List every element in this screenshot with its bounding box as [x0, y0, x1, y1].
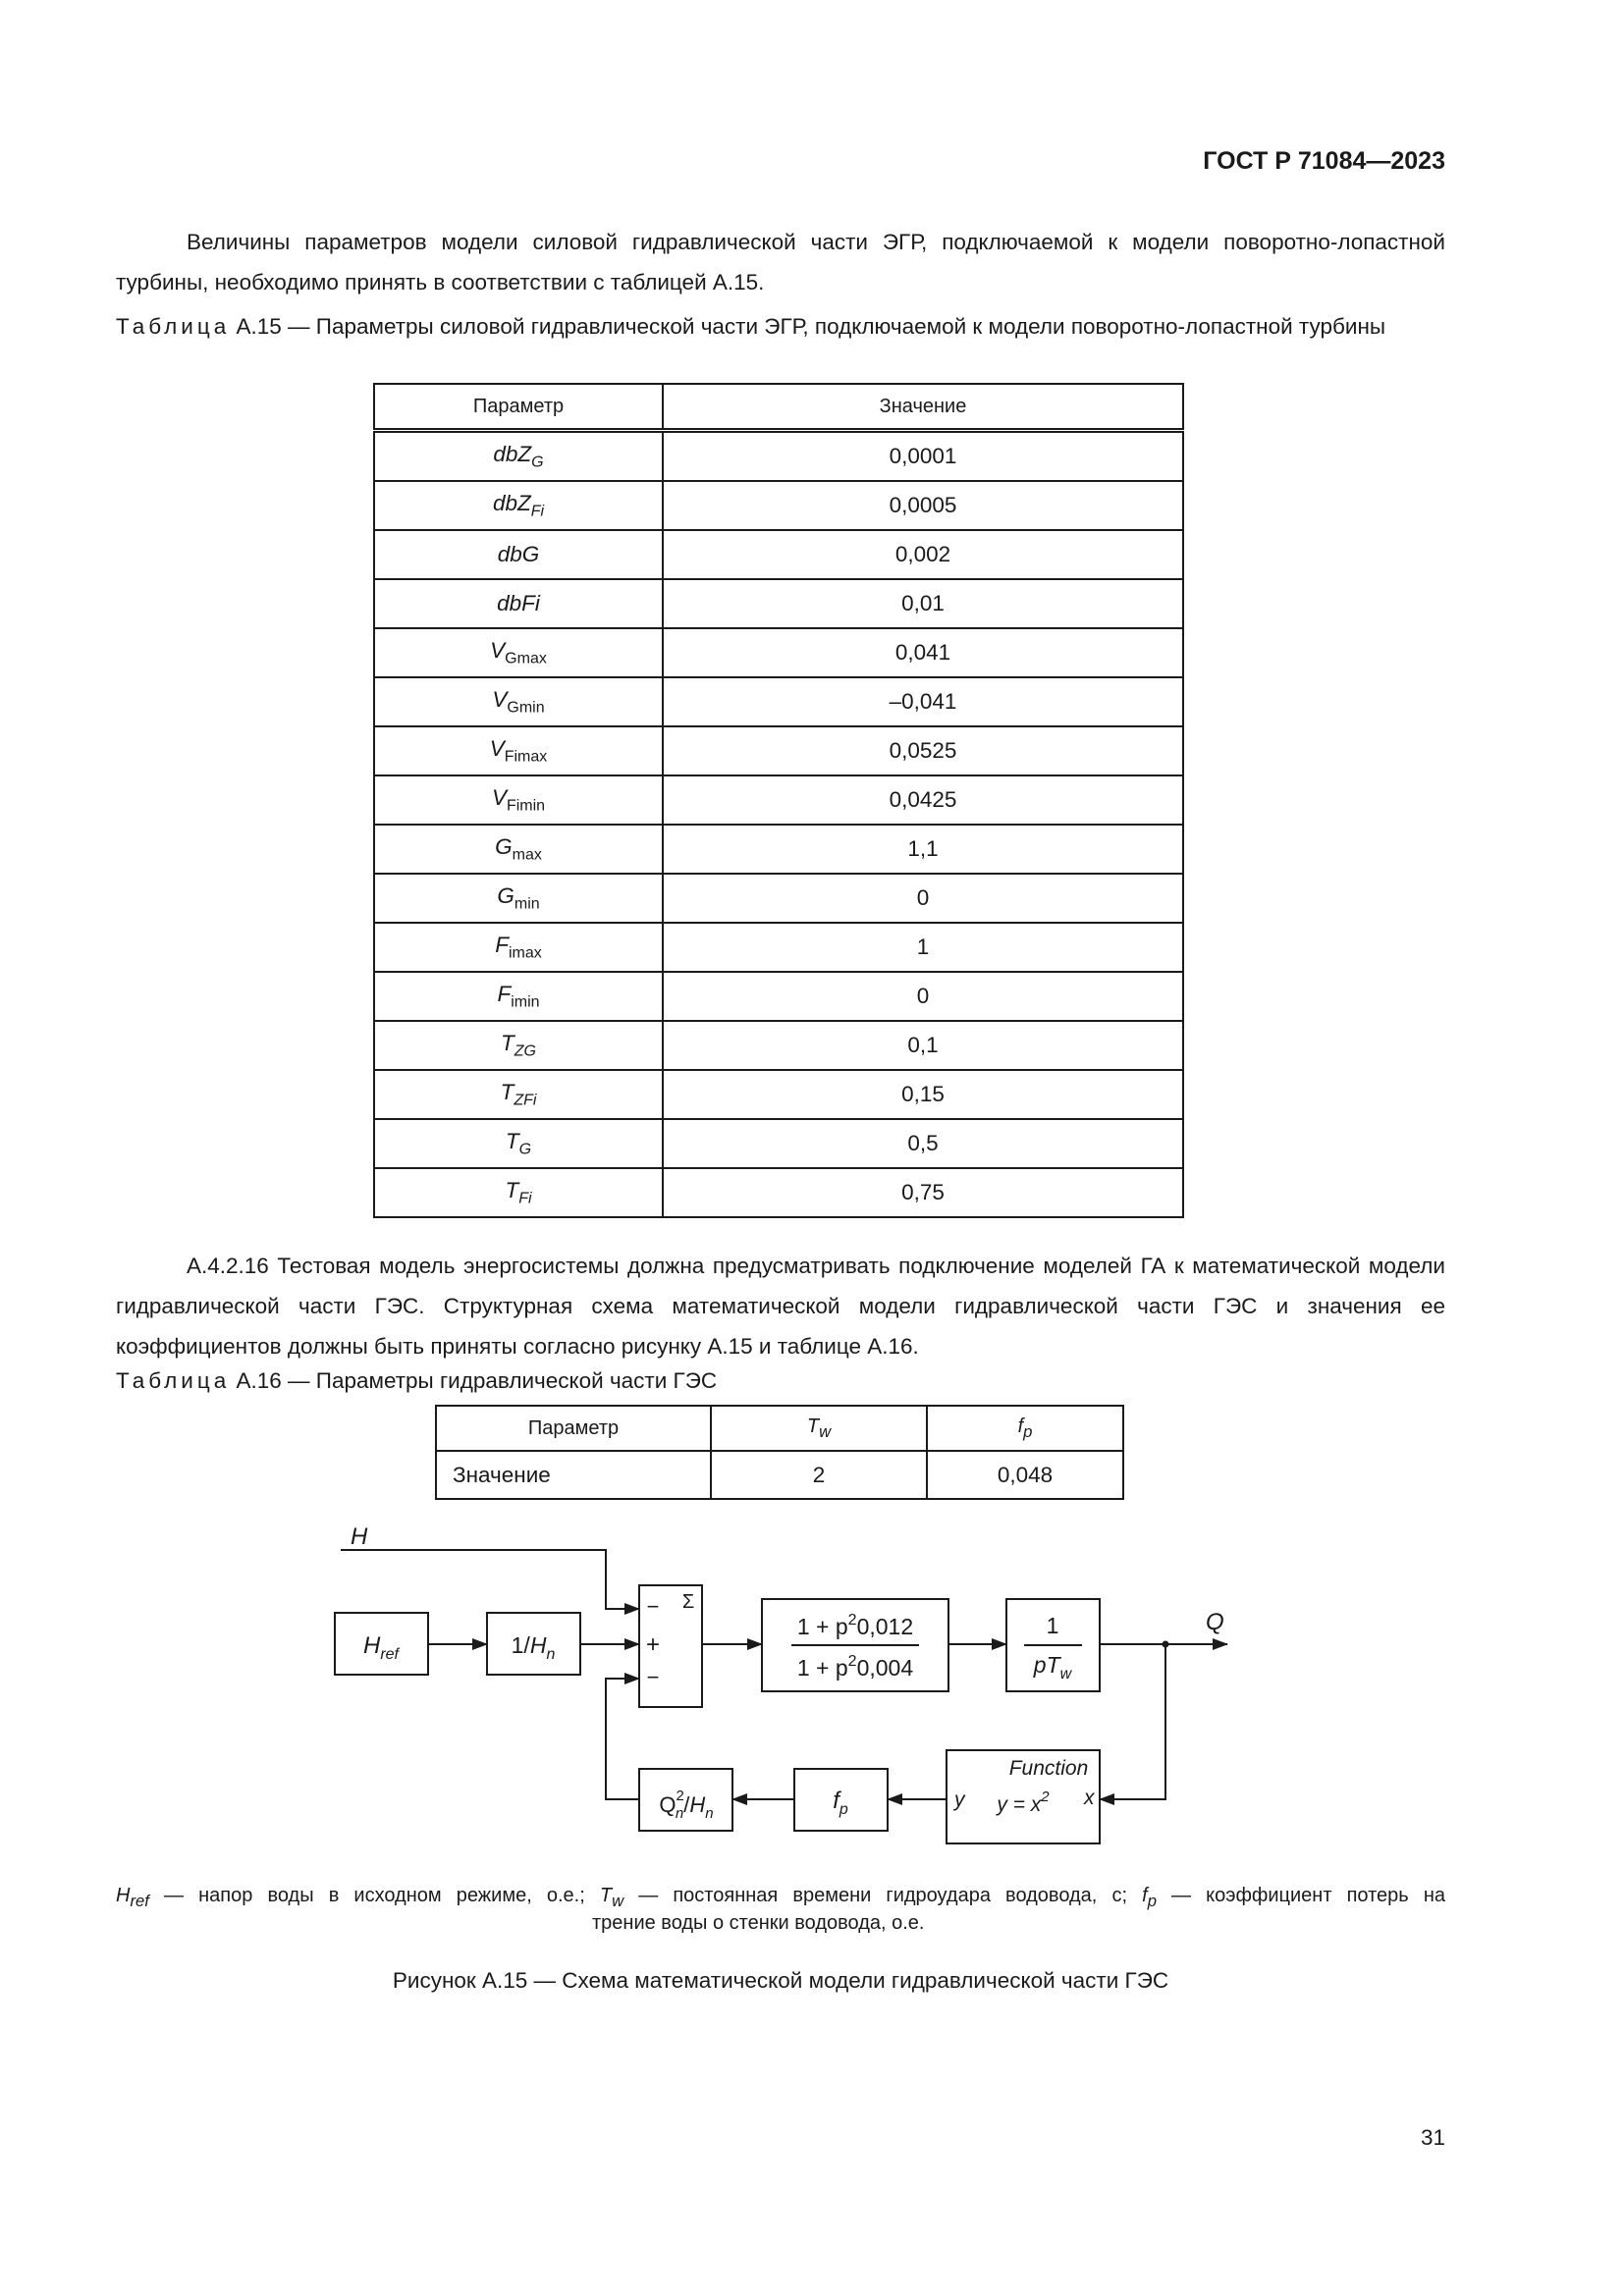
- parameter-symbol: dbZ: [492, 490, 531, 515]
- parameter-subscript: ZG: [514, 1042, 536, 1060]
- table-a15-caption-text: А.15 — Параметры силовой гидравлической части ЭГР, подключаемой к модели поворотно-лопастной турбины: [230, 314, 1386, 339]
- output-q-label: Q: [1206, 1609, 1224, 1635]
- integrator-numerator: 1: [1046, 1613, 1059, 1638]
- func-expr: y = x: [997, 1793, 1042, 1816]
- parameter-subscript: min: [514, 895, 540, 913]
- figure-caption: Рисунок А.15 — Схема математической модели гидравлической части ГЭС: [392, 1968, 1169, 1993]
- tf-den-power: 2: [847, 1653, 857, 1670]
- table-a15-header-param: Параметр: [374, 384, 663, 431]
- function-title: Function: [1008, 1757, 1089, 1780]
- value-cell: 0,1: [663, 1021, 1183, 1070]
- legend-href-sub: ref: [130, 1892, 149, 1910]
- table-a16-tw-value: 2: [711, 1451, 927, 1499]
- tf-num-power: 2: [847, 1612, 857, 1629]
- parameter-subscript: Fimax: [504, 748, 548, 766]
- parameter-symbol: T: [505, 1177, 519, 1202]
- input-h-label: H: [351, 1523, 368, 1550]
- table-a16-caption-text: А.16 — Параметры гидравлической части ГЭС: [230, 1368, 718, 1393]
- tf-num-b: 0,012: [856, 1614, 914, 1639]
- value-cell: 0,0001: [663, 431, 1183, 482]
- inv-hn-label: [512, 1632, 556, 1663]
- parameter-symbol: F: [495, 932, 509, 957]
- parameter-subscript: G: [531, 454, 544, 471]
- feedback-to-function-line: [1100, 1644, 1165, 1799]
- function-output-y: y: [954, 1789, 965, 1811]
- branch-point: [1163, 1641, 1169, 1648]
- fp-sub: p: [839, 1801, 848, 1818]
- inv-hn-base: H: [529, 1632, 547, 1658]
- parameter-subscript: Gmax: [505, 650, 547, 667]
- integ-den-p: p: [1033, 1652, 1047, 1678]
- table-a16-row-label: Значение: [436, 1451, 711, 1499]
- q2-base: Q: [659, 1792, 677, 1817]
- legend-tw-base: T: [599, 1885, 613, 1906]
- parameter-subscript: G: [518, 1141, 532, 1158]
- tw-header-base: T: [806, 1415, 820, 1437]
- table-a16-caption-prefix: Таблица: [116, 1368, 231, 1393]
- value-cell: 1,1: [663, 825, 1183, 874]
- value-cell: 0,041: [663, 628, 1183, 677]
- parameter-symbol: V: [489, 735, 505, 761]
- value-cell: 0,75: [663, 1168, 1183, 1217]
- value-cell: 0,5: [663, 1119, 1183, 1168]
- parameter-symbol: T: [501, 1030, 514, 1055]
- sum-sign-mid: +: [645, 1631, 661, 1658]
- legend-fp-sub: p: [1147, 1892, 1157, 1910]
- q2-hn-label: [659, 1788, 713, 1822]
- table-a15-header-value: Значение: [663, 384, 1183, 431]
- q2-sub: n: [675, 1805, 684, 1822]
- value-cell: –0,041: [663, 677, 1183, 726]
- sum-sign-top: −: [646, 1594, 660, 1619]
- value-cell: 0,0005: [663, 481, 1183, 530]
- parameter-subscript: imax: [508, 944, 542, 962]
- parameter-subscript: Fi: [530, 503, 545, 520]
- parameter-symbol: V: [492, 686, 508, 712]
- integ-den-sub: w: [1059, 1666, 1072, 1682]
- tf-den-b: 0,004: [856, 1655, 914, 1681]
- href-label: [363, 1632, 401, 1663]
- legend-href-base: H: [116, 1885, 131, 1906]
- sum-sign-bot: −: [646, 1665, 660, 1689]
- integ-den-t: T: [1046, 1652, 1060, 1678]
- parameter-subscript: ZFi: [514, 1092, 537, 1109]
- q2-hsub: n: [705, 1805, 714, 1822]
- fp-label: [833, 1788, 848, 1818]
- href-base: H: [362, 1632, 381, 1659]
- document-header: ГОСТ Р 71084—2023: [1203, 147, 1445, 175]
- integrator-denominator: [1033, 1652, 1073, 1682]
- value-cell: 0,0425: [663, 775, 1183, 825]
- tf-num-a: 1 + p: [796, 1614, 848, 1639]
- value-cell: 0,15: [663, 1070, 1183, 1119]
- value-cell: 0,01: [663, 579, 1183, 628]
- fp-block: [794, 1769, 888, 1831]
- tw-header-sub: w: [819, 1421, 832, 1441]
- func-power: 2: [1041, 1789, 1050, 1805]
- value-cell: 0,0525: [663, 726, 1183, 775]
- legend-tw-sub: w: [612, 1892, 624, 1910]
- fp-header-base: f: [1017, 1415, 1024, 1437]
- page-number: 31: [1420, 2125, 1445, 2150]
- section-paragraph-text: А.4.2.16 Тестовая модель энергосистемы должна предусматривать подключение моделей ГА к математической модели гидравлической части ГЭС. Структурная схема математической модели гидравлической части ГЭС и значения ее коэффициентов должны быть приняты согласно рисунку А.15 и таблице А.16.: [116, 1254, 1445, 1359]
- parameter-symbol: dbG: [497, 542, 540, 566]
- value-cell: 0: [663, 874, 1183, 923]
- href-sub: ref: [380, 1646, 400, 1663]
- h-input-line: [341, 1550, 639, 1609]
- parameter-symbol: dbFi: [497, 591, 540, 615]
- inv-hn-sub: n: [546, 1646, 556, 1663]
- parameter-subscript: imin: [511, 993, 540, 1011]
- parameter-symbol: G: [497, 882, 514, 908]
- table-a15-caption-prefix: Таблица: [116, 314, 231, 339]
- parameter-subscript: Gmin: [507, 699, 545, 717]
- parameter-symbol: V: [490, 637, 506, 663]
- value-cell: 0,002: [663, 530, 1183, 579]
- parameter-subscript: Fi: [518, 1190, 532, 1207]
- tf-numerator: [797, 1612, 913, 1639]
- sigma-symbol: Σ: [681, 1591, 695, 1613]
- q2-to-sum-line: [606, 1679, 639, 1799]
- parameter-symbol: T: [500, 1079, 514, 1104]
- inv-hn-prefix: 1/: [511, 1632, 530, 1658]
- value-cell: 0: [663, 972, 1183, 1021]
- function-input-x: x: [1084, 1787, 1095, 1809]
- value-cell: 1: [663, 923, 1183, 972]
- table-a16-header-param: Параметр: [436, 1406, 711, 1451]
- tf-den-a: 1 + p: [796, 1655, 848, 1681]
- table-a16-fp-value: 0,048: [927, 1451, 1123, 1499]
- function-expression: [995, 1789, 1050, 1816]
- parameter-symbol: F: [497, 981, 512, 1006]
- parameter-subscript: max: [512, 846, 542, 864]
- q2-power: 2: [676, 1788, 684, 1804]
- fp-base: f: [833, 1788, 839, 1814]
- legend-fp-base: f: [1142, 1885, 1148, 1906]
- legend-href-text: — напор воды в исходном режиме, о.е.;: [148, 1885, 600, 1906]
- fp-header-sub: p: [1023, 1421, 1033, 1441]
- legend-tw-text: — постоянная времени гидроудара водовода, с;: [623, 1885, 1143, 1906]
- legend-fp-text: — коэффициент потерь на: [1156, 1885, 1445, 1906]
- tf-denominator: [797, 1653, 913, 1681]
- parameter-symbol: dbZ: [493, 441, 532, 466]
- href-block: [335, 1613, 428, 1675]
- parameter-symbol: T: [505, 1128, 519, 1153]
- parameter-symbol: G: [495, 833, 513, 859]
- intro-paragraph-text: Величины параметров модели силовой гидравлической части ЭГР, подключаемой к модели поворотно-лопастной турбины, необходимо принять в соответствии с таблицей А.15.: [116, 230, 1445, 294]
- q2-div: /: [683, 1792, 690, 1817]
- figure-legend-line2: трение воды о стенки водовода, о.е.: [592, 1912, 925, 1934]
- q2-h: H: [689, 1792, 706, 1817]
- parameter-subscript: Fimin: [506, 797, 546, 815]
- parameter-symbol: V: [491, 784, 507, 810]
